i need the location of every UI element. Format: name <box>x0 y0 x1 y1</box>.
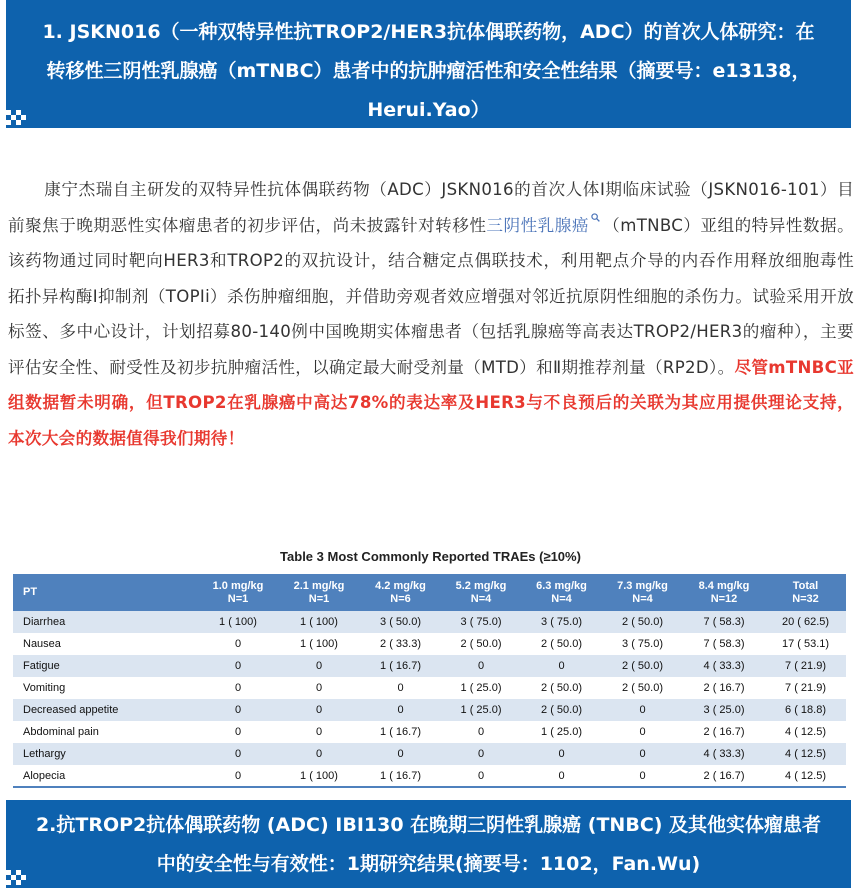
column-n: N=4 <box>551 592 572 605</box>
table-cell: 0 <box>234 638 242 650</box>
table-cell: 0 <box>477 748 485 760</box>
row-pt: Fatigue <box>23 660 60 672</box>
table-cell: 0 <box>397 682 404 694</box>
table-row <box>13 611 846 633</box>
table-cell: 2 ( 16.7) <box>703 769 745 782</box>
column-n: N=1 <box>227 592 249 605</box>
table-cell: 2 ( 16.7) <box>703 726 745 738</box>
table-cell: 4 ( 12.5) <box>785 769 826 782</box>
table-cell: 0 <box>558 660 565 672</box>
table-body <box>13 611 846 787</box>
table-cell: 1 ( 100) <box>300 616 338 628</box>
table-cell: 0 <box>315 660 323 672</box>
table-cell: 2 ( 50.0) <box>622 616 663 628</box>
table-cell: 2 ( 50.0) <box>460 638 502 650</box>
column-n: N=32 <box>792 592 819 605</box>
table-cell: 0 <box>234 726 242 738</box>
column-dose: Total <box>792 579 819 592</box>
table-cell: 17 ( 53.1) <box>781 638 830 650</box>
table-cell: 0 <box>315 682 323 694</box>
column-header <box>602 574 683 611</box>
row-pt: Lethargy <box>23 748 66 760</box>
column-dose: 4.2 mg/kg <box>375 579 426 592</box>
section-1-heading-line: Herui.Yao） <box>367 99 490 121</box>
search-icon[interactable] <box>591 213 600 222</box>
table-cell: 2 ( 50.0) <box>541 638 582 650</box>
table-cell: 1 ( 16.7) <box>380 769 421 782</box>
table-cell: 2 ( 50.0) <box>541 682 582 694</box>
table-row <box>13 655 846 677</box>
table-cell: 2 ( 50.0) <box>541 704 582 716</box>
column-dose: 6.3 mg/kg <box>536 579 587 592</box>
table-cell: 1 ( 100) <box>300 769 338 782</box>
table-cell: 0 <box>477 769 485 782</box>
article-text-part-2: （mTNBC）亚组的特异性数据。该药物通过同时靶向HER3和TROP2的双抗设计，结合糖定点偶联技术，利用靶点介导的内吞作用释放细胞毒性拓扑异构酶Ⅰ抑制剂（TOPIi）杀伤肿瘤细胞，并借助旁观者效应增强对邻近抗原阴性细胞的杀伤力。试验采用开放标签、多中心设计，计划招募80-140例中国晚期实体瘤患者（包括乳腺癌等高表达TROP2/HER3的瘤种），主要评估安全性、耐受性及初步抗肿瘤活性，以确定最大耐受剂量（MTD）和Ⅱ期推荐剂量（RP2D）。 <box>8 215 854 377</box>
table-cell: 4 ( 12.5) <box>785 726 826 738</box>
column-dose: 7.3 mg/kg <box>617 579 668 592</box>
highlighted-conclusion: 尽管mTNBC亚组数据暂未明确，但TROP2在乳腺癌中高达78%的表达率及HER3与不良预后的关联为其应用提供理论支持，本次大会的数据值得我们期待！ <box>8 357 854 448</box>
column-n: N=12 <box>710 592 738 605</box>
table-cell: 3 ( 75.0) <box>460 616 502 628</box>
column-header <box>278 574 360 611</box>
dots-pattern-icon <box>6 110 30 128</box>
table-cell: 1 ( 16.7) <box>380 660 421 672</box>
table-cell: 0 <box>639 726 646 738</box>
table-cell: 1 ( 100) <box>300 638 338 650</box>
column-n: N=4 <box>632 592 653 605</box>
table-cell: 4 ( 12.5) <box>785 748 826 760</box>
column-n: N=1 <box>308 592 330 605</box>
table-cell: 0 <box>234 660 242 672</box>
table-cell: 2 ( 50.0) <box>622 682 663 694</box>
column-dose: 2.1 mg/kg <box>293 579 345 592</box>
table-cell: 3 ( 75.0) <box>541 616 582 628</box>
column-header <box>521 574 602 611</box>
table-cell: 0 <box>315 726 323 738</box>
row-pt: Vomiting <box>23 682 66 694</box>
table-cell: 1 ( 25.0) <box>460 682 502 694</box>
table-cell: 0 <box>234 748 242 760</box>
column-dose: 5.2 mg/kg <box>455 579 507 592</box>
table-row <box>13 721 846 743</box>
trae-table <box>13 574 846 788</box>
article-text-part-1: 康宁杰瑞自主研发的双特异性抗体偶联药物（ADC）JSKN016的首次人体Ⅰ期临床试验（JSKN016-101）目前聚焦于晚期恶性实体瘤患者的初步评估，尚未披露针对转移性 <box>8 180 854 235</box>
table-row <box>13 677 846 699</box>
column-header <box>198 574 278 611</box>
table-cell: 7 ( 58.3) <box>703 638 745 650</box>
table-cell: 20 ( 62.5) <box>781 616 830 628</box>
table-cell: 0 <box>315 704 323 716</box>
table-row <box>13 765 846 787</box>
table-cell: 0 <box>639 704 646 716</box>
table-cell: 3 ( 75.0) <box>622 638 663 650</box>
table-cell: 1 ( 25.0) <box>541 726 582 738</box>
section-1-heading-line: 转移性三阴性乳腺癌（mTNBC）患者中的抗肿瘤活性和安全性结果（摘要号：e13138， <box>46 60 811 82</box>
column-dose: 8.4 mg/kg <box>698 579 750 592</box>
table-cell: 0 <box>234 769 242 782</box>
section-1-heading-line: 1. JSKN016（一种双特异性抗TROP2/HER3抗体偶联药物，ADC）的首次人体研究：在 <box>42 21 815 43</box>
table-cell: 0 <box>477 726 485 738</box>
table-cell: 0 <box>639 748 646 760</box>
section-2-heading <box>6 800 851 888</box>
table-cell: 0 <box>234 682 242 694</box>
table-cell: 1 ( 16.7) <box>380 726 421 738</box>
table-cell: 1 ( 25.0) <box>460 704 502 716</box>
table-cell: 0 <box>558 748 565 760</box>
section-1-heading <box>6 0 851 128</box>
column-header <box>683 574 765 611</box>
table-cell: 0 <box>558 769 565 782</box>
table-row <box>13 633 846 655</box>
table-cell: 7 ( 58.3) <box>703 616 745 628</box>
table-cell: 2 ( 50.0) <box>622 660 663 672</box>
row-pt: Abdominal pain <box>23 726 99 738</box>
table-cell: 2 ( 33.3) <box>380 638 421 650</box>
table-cell: 0 <box>397 748 404 760</box>
table-cell: 0 <box>315 748 323 760</box>
table-cell: 4 ( 33.3) <box>703 748 745 760</box>
table-cell: 2 ( 16.7) <box>703 682 745 694</box>
table-cell: 4 ( 33.3) <box>703 660 745 672</box>
table-cell: 3 ( 50.0) <box>380 616 421 628</box>
row-pt: Decreased appetite <box>23 704 119 716</box>
table-cell: 3 ( 25.0) <box>703 704 745 716</box>
table-cell: 7 ( 21.9) <box>785 682 826 694</box>
table-cell: 6 ( 18.8) <box>785 704 826 716</box>
keyword-link-tnbc[interactable]: 三阴性乳腺癌 <box>486 215 589 235</box>
table-row <box>13 743 846 765</box>
row-pt: Nausea <box>23 638 61 650</box>
section-2-heading-line: 2.抗TROP2抗体偶联药物 (ADC) IBI130 在晚期三阴性乳腺癌 (TNBC) 及其他实体瘤患者 <box>35 814 822 836</box>
table-cell: 0 <box>234 704 242 716</box>
column-header <box>360 574 441 611</box>
table-title: Table 3 Most Commonly Reported TRAEs (≥10%) <box>280 549 581 564</box>
column-dose: 1.0 mg/kg <box>212 579 264 592</box>
article-paragraph <box>8 172 854 456</box>
table-cell: 7 ( 21.9) <box>785 660 826 672</box>
section-2-heading-line: 中的安全性与有效性：1期研究结果(摘要号：1102，Fan.Wu) <box>156 853 701 875</box>
row-pt: Diarrhea <box>23 616 66 628</box>
column-header-pt: PT <box>23 586 38 598</box>
table-header-row <box>13 574 846 611</box>
table-cell: 0 <box>477 660 485 672</box>
dots-pattern-icon <box>6 870 30 888</box>
row-pt: Alopecia <box>23 769 66 782</box>
column-n: N=4 <box>470 592 492 605</box>
column-header <box>441 574 521 611</box>
table-row <box>13 699 846 721</box>
table-cell: 0 <box>397 704 404 716</box>
column-header-total <box>765 574 846 611</box>
column-n: N=6 <box>390 592 411 605</box>
table-cell: 1 ( 100) <box>219 616 257 628</box>
table-cell: 0 <box>639 769 646 782</box>
